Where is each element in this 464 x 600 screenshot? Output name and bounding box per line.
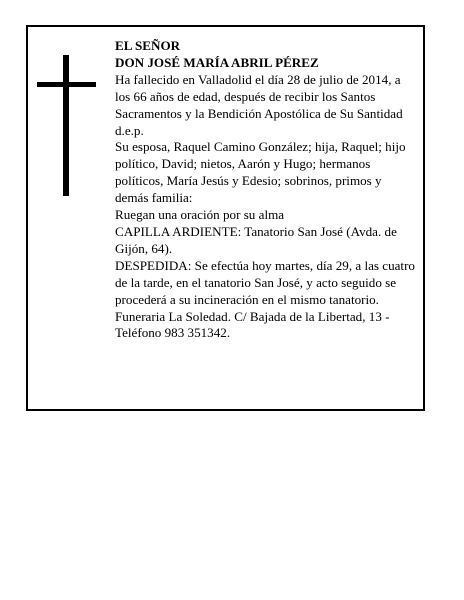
cross-vertical-bar: [63, 55, 69, 196]
death-announcement: Ha fallecido en Valladolid el día 28 de julio de 2014, a los 66 años de edad, después de recibir los Santos Sacramentos y la Bendición Apostólica de Su Santidad d.e.p.: [115, 71, 403, 138]
chapel-info: CAPILLA ARDIENTE: Tanatorio San José (Avda. de Gijón, 64).: [115, 223, 397, 256]
deceased-name: DON JOSÉ MARÍA ABRIL PÉREZ: [115, 54, 319, 70]
farewell-info: DESPEDIDA: Se efectúa hoy martes, día 29, a las cuatro de la tarde, en el tanatorio San José, y acto seguido se procederá a su incineración en el mismo tanatorio.: [115, 257, 415, 307]
title-line-1: EL SEÑOR: [115, 38, 181, 53]
family-members: Su esposa, Raquel Camino González; hija, Raquel; hijo político, David; nietos, Aarón y Hugo; hermanos políticos, María Jesús y Edesio; sobrinos, primos y demás familia:: [115, 139, 406, 206]
cross-horizontal-bar: [37, 82, 96, 87]
funeral-home-info: Funeraria La Soledad. C/ Bajada de la Libertad, 13 - Teléfono 983 351342.: [115, 308, 390, 341]
prayer-request: Ruegan una oración por su alma: [115, 207, 285, 223]
obituary-text: [115, 38, 417, 342]
